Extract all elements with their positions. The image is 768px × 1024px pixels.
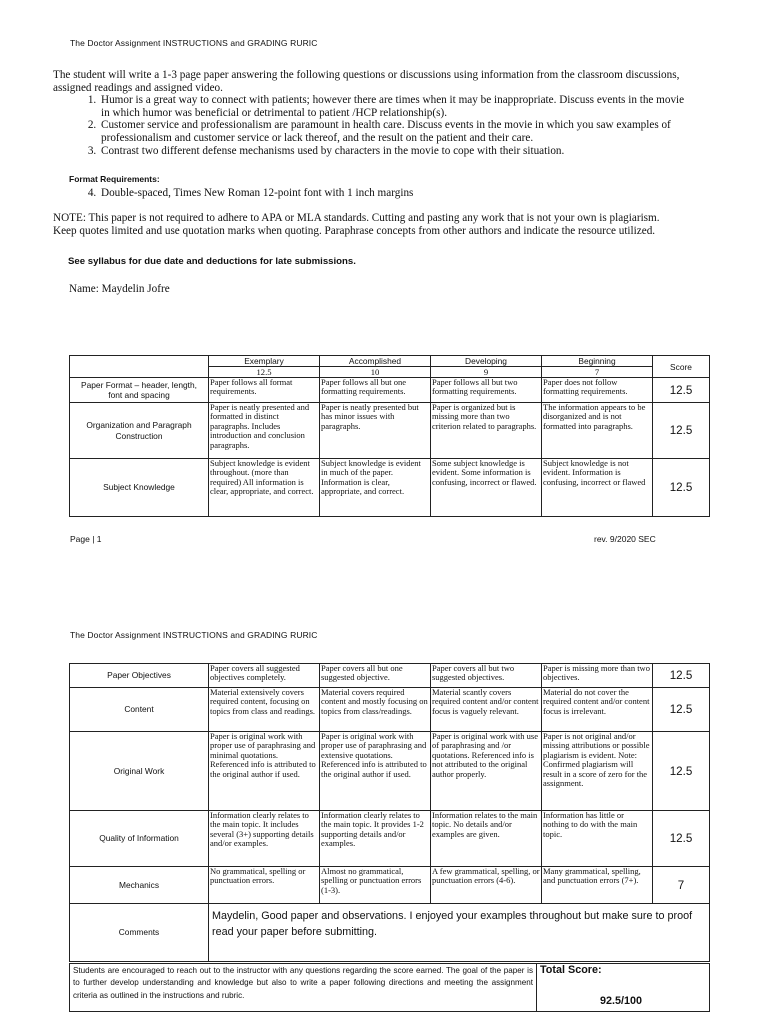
rubric-cell: Material extensively covers required content, focusing on topics from class and readings. (209, 688, 320, 732)
page-number: Page | 1 (70, 534, 102, 544)
rubric-table-page2 (69, 663, 710, 962)
score-value: 12.5 (653, 811, 710, 867)
rubric-cell: The information appears to be disorganized and is not formatted into paragraphs. (542, 403, 653, 459)
points-beginning: 7 (542, 367, 653, 378)
syllabus-note: See syllabus for due date and deductions for late submissions. (68, 256, 356, 267)
format-item: 4. Double-spaced, Times New Roman 12-point font with 1 inch margins (99, 187, 693, 200)
comments-row (70, 904, 710, 962)
blank-corner-cell (70, 356, 209, 378)
rubric-cell: Paper is missing more than two objectives. (542, 664, 653, 688)
rubric-cell: Paper follows all but one formatting requirements. (320, 378, 431, 403)
rubric-row-mechanics (70, 867, 710, 904)
rubric-row-organization (70, 403, 710, 459)
rubric-cell: Paper covers all but two suggested objectives. (431, 664, 542, 688)
rubric-cell: Some subject knowledge is evident. Some information is confusing, incorrect or flawed. (431, 459, 542, 517)
rubric-cell: Paper covers all suggested objectives completely. (209, 664, 320, 688)
rubric-cell: Many grammatical, spelling, and punctuation errors (7+). (542, 867, 653, 904)
criterion-label: Quality of Information (70, 811, 209, 867)
criterion-label: Mechanics (70, 867, 209, 904)
criterion-label: Subject Knowledge (70, 459, 209, 517)
revision-note: rev. 9/2020 SEC (594, 534, 656, 544)
score-value: 7 (653, 867, 710, 904)
total-score-label: Total Score: (540, 964, 602, 976)
criterion-label: Paper Format – header, length, font and spacing (70, 378, 209, 403)
format-list (53, 187, 693, 200)
total-score-cell (537, 964, 710, 1012)
question-list (53, 94, 693, 157)
points-accomplished: 10 (320, 367, 431, 378)
rubric-cell: Paper follows all but two formatting requirements. (431, 378, 542, 403)
score-value: 12.5 (653, 403, 710, 459)
rubric-cell: Paper covers all but one suggested objective. (320, 664, 431, 688)
instructions-intro (53, 69, 693, 157)
rubric-table-page1 (69, 355, 710, 517)
question-item: 3. Contrast two different defense mechanisms used by characters in the movie to cope with their situation. (99, 145, 693, 158)
criterion-label: Original Work (70, 732, 209, 811)
rubric-cell: Paper is original work with proper use of paraphrasing and minimal quotations. Referenced info is attributed to the original author if used. (209, 732, 320, 811)
rubric-cell: Information has little or nothing to do with the main topic. (542, 811, 653, 867)
rubric-row-original-work (70, 732, 710, 811)
rubric-cell: Material scantly covers required content and/or content focus is vaguely relevant. (431, 688, 542, 732)
column-header-developing: Developing (431, 356, 542, 367)
student-name: Name: Maydelin Jofre (69, 283, 170, 295)
rubric-row-content (70, 688, 710, 732)
criterion-label: Paper Objectives (70, 664, 209, 688)
column-header-exemplary: Exemplary (209, 356, 320, 367)
rubric-cell: Paper does not follow formatting requirements. (542, 378, 653, 403)
rubric-cell: Paper is organized but is missing more than two criterion related to paragraphs. (431, 403, 542, 459)
rubric-row-subject-knowledge (70, 459, 710, 517)
rubric-cell: Material do not cover the required content and/or content focus is irrelevant. (542, 688, 653, 732)
page-header: The Doctor Assignment INSTRUCTIONS and GRADING RURIC (70, 38, 318, 48)
rubric-cell: Paper follows all format requirements. (209, 378, 320, 403)
criterion-label: Content (70, 688, 209, 732)
rubric-cell: Information relates to the main topic. No details and/or examples are given. (431, 811, 542, 867)
column-header-beginning: Beginning (542, 356, 653, 367)
rubric-row-paper-objectives (70, 664, 710, 688)
note-paragraph: NOTE: This paper is not required to adhere to APA or MLA standards. Cutting and pasting any work that is not your own is plagiarism. Keep quotes limited and use quotation marks when quoting. Paraphrase concepts from other authors and indicate the resource utilized. (53, 212, 660, 237)
rubric-cell: Information clearly relates to the main topic. It provides 1-2 supporting details and/or examples. (320, 811, 431, 867)
column-header-accomplished: Accomplished (320, 356, 431, 367)
rubric-cell: Paper is not original and/or missing attributions or possible plagiarism is evident. Note: Confirmed plagiarism will result in a score of zero for the assignment. (542, 732, 653, 811)
score-value: 12.5 (653, 664, 710, 688)
rubric-cell: Subject knowledge is evident throughout. (more than required) All information is clear, appropriate, and correct. (209, 459, 320, 517)
page-header: The Doctor Assignment INSTRUCTIONS and GRADING RURIC (70, 630, 318, 640)
rubric-cell: A few grammatical, spelling, or punctuation errors (4-6). (431, 867, 542, 904)
points-exemplary: 12.5 (209, 367, 320, 378)
encouragement-note: Students are encouraged to reach out to the instructor with any questions regarding the score earned. The goal of the paper is to further develop understanding and knowledge but also to write a paper following directions and meeting the assignment criteria as outlined in the instructions and rubric. (70, 964, 537, 1012)
total-score-value: 92.5/100 (600, 995, 643, 1007)
total-score-table (69, 963, 710, 1012)
rubric-cell: Subject knowledge is not evident. Information is confusing, incorrect or flawed (542, 459, 653, 517)
rubric-cell: Paper is original work with use of paraphrasing and /or quotations. Referenced info is not attributed to the original author properly. (431, 732, 542, 811)
rubric-cell: Paper is neatly presented but has minor issues with paragraphs. (320, 403, 431, 459)
question-item: 2. Customer service and professionalism are paramount in health care. Discuss events in the movie in which you saw examples of professionalism and customer service or lack thereof, and the result on the patient and their care. (99, 119, 693, 144)
score-value: 12.5 (653, 378, 710, 403)
score-value: 12.5 (653, 732, 710, 811)
score-value: 12.5 (653, 459, 710, 517)
comments-text: Maydelin, Good paper and observations. I enjoyed your examples throughout but make sure to proof read your paper before submitting. (209, 904, 710, 962)
rubric-cell: No grammatical, spelling or punctuation errors. (209, 867, 320, 904)
rubric-cell: Subject knowledge is evident in much of the paper. Information is clear, appropriate, and correct. (320, 459, 431, 517)
rubric-row-quality-of-information (70, 811, 710, 867)
rubric-row-paper-format (70, 378, 710, 403)
format-heading: Format Requirements: (69, 174, 160, 184)
question-item: 1. Humor is a great way to connect with patients; however there are times when it may be inappropriate. Discuss events in the movie in which humor was beneficial or detrimental to patient /HCP relationship(s). (99, 94, 693, 119)
rubric-cell: Information clearly relates to the main topic. It includes several (3+) supporting details and/or examples. (209, 811, 320, 867)
intro-paragraph: The student will write a 1-3 page paper answering the following questions or discussions using information from the classroom discussions, assigned readings and assigned video. (53, 69, 680, 94)
criterion-label: Organization and Paragraph Construction (70, 403, 209, 459)
rubric-cell: Almost no grammatical, spelling or punctuation errors (1-3). (320, 867, 431, 904)
rubric-cell: Paper is original work with proper use of paraphrasing and extensive quotations. Referenced info is attributed to the original author if used. (320, 732, 431, 811)
rubric-cell: Paper is neatly presented and formatted in distinct paragraphs. Includes introduction and conclusion paragraphs. (209, 403, 320, 459)
score-header: Score (653, 356, 710, 378)
score-value: 12.5 (653, 688, 710, 732)
comments-label: Comments (70, 904, 209, 962)
points-developing: 9 (431, 367, 542, 378)
rubric-cell: Material covers required content and mostly focusing on topics from class/readings. (320, 688, 431, 732)
